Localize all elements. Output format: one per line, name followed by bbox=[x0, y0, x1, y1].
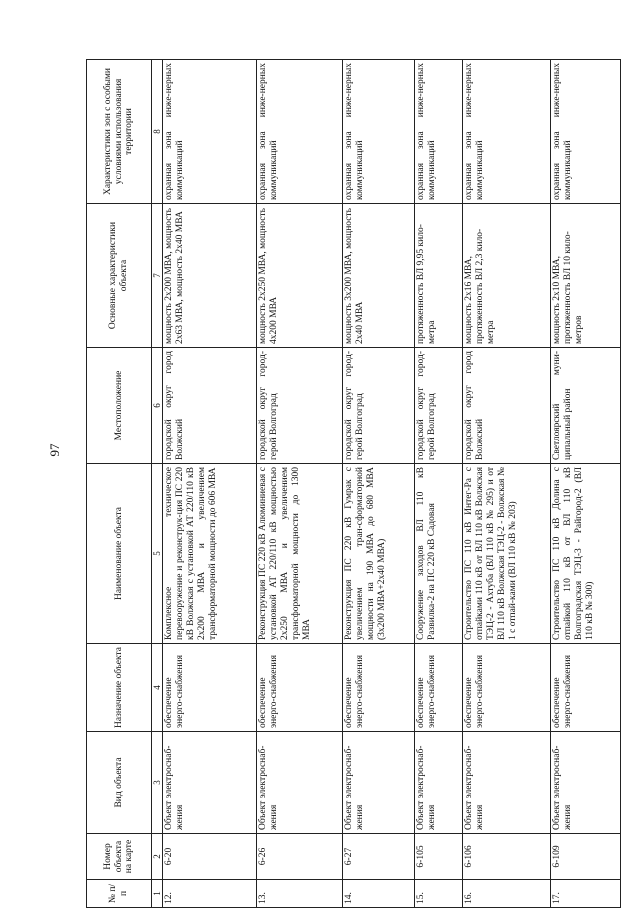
row-number: 13. bbox=[257, 880, 343, 908]
object-characteristics: мощность 3х200 МВА, мощность 2х40 МВА bbox=[343, 204, 415, 348]
object-kind: Объект электроснаб-жения bbox=[257, 732, 343, 834]
objects-table bbox=[86, 59, 621, 908]
header-location: Местоположение bbox=[87, 348, 152, 464]
object-characteristics: мощность 2х16 МВА, протяженность ВЛ 2,3 кило-метра bbox=[463, 204, 551, 348]
object-kind: Объект электроснаб-жения bbox=[415, 732, 463, 834]
table-row bbox=[163, 60, 257, 908]
object-name: Строительство ПС 110 кВ Интег-Ра с отпайками 110 кВ от ВЛ 110 кВ Волжская ТЭЦ-2 - Ахтуба (ВЛ 110 кВ № 295) и от ВЛ 110 кВ Волжская ТЭЦ-2 - Волжская № 1 с отпай-ками (ВЛ 110 кВ № 203) bbox=[463, 464, 551, 644]
object-kind: Объект электроснаб-жения bbox=[463, 732, 551, 834]
row-number: 14. bbox=[343, 880, 415, 908]
object-location: городской округ город-герой Волгоград bbox=[343, 348, 415, 464]
header-num: № п/п bbox=[87, 880, 152, 908]
object-kind: Объект электроснаб-жения bbox=[163, 732, 257, 834]
row-number: 17. bbox=[551, 880, 621, 908]
table-row bbox=[343, 60, 415, 908]
map-number: 6-106 bbox=[463, 834, 551, 880]
table-row bbox=[257, 60, 343, 908]
object-zones: охранная зона инже-нерных коммуникаций bbox=[415, 60, 463, 204]
header-purpose: Назначение объекта bbox=[87, 644, 152, 732]
object-characteristics: протяженность ВЛ 9,95 кило-метра bbox=[415, 204, 463, 348]
table-row bbox=[463, 60, 551, 908]
column-number: 3 bbox=[152, 732, 163, 834]
column-number: 2 bbox=[152, 834, 163, 880]
map-number: 6-105 bbox=[415, 834, 463, 880]
object-characteristics: мощность 2х250 МВА, мощность 4х200 МВА bbox=[257, 204, 343, 348]
object-purpose: обеспечение энерго-снабжения bbox=[343, 644, 415, 732]
object-location: Светлоярский муни-ципальный район bbox=[551, 348, 621, 464]
object-zones: охранная зона инже-нерных коммуникаций bbox=[463, 60, 551, 204]
column-number: 1 bbox=[152, 880, 163, 908]
table-row bbox=[415, 60, 463, 908]
object-zones: охранная зона инже-нерных коммуникаций bbox=[163, 60, 257, 204]
map-number: 6-109 bbox=[551, 834, 621, 880]
column-number: 7 bbox=[152, 204, 163, 348]
header-characteristics: Основные характеристики объекта bbox=[87, 204, 152, 348]
object-purpose: обеспечение энерго-снабжения bbox=[257, 644, 343, 732]
object-zones: охранная зона инже-нерных коммуникаций bbox=[257, 60, 343, 204]
table-header-row bbox=[87, 60, 152, 908]
column-number: 6 bbox=[152, 348, 163, 464]
map-number: 6-20 bbox=[163, 834, 257, 880]
header-name: Наименование объекта bbox=[87, 464, 152, 644]
object-characteristics: мощность 2х10 МВА, протяженность ВЛ 10 кило-метров bbox=[551, 204, 621, 348]
object-purpose: обеспечение энерго-снабжения bbox=[163, 644, 257, 732]
object-name: Комплексное техническое перевооружение и реконструк-ция ПС 220 кВ Волжская с установкой АТ 220/110 кВ 2х200 МВА и увеличением трансформаторной мощности до 606 МВА bbox=[163, 464, 257, 644]
object-purpose: обеспечение энерго-снабжения bbox=[415, 644, 463, 732]
object-location: городской округ город-герой Волгоград bbox=[257, 348, 343, 464]
row-number: 15. bbox=[415, 880, 463, 908]
object-name: Сооружение заходов ВЛ 110 кВ Развилка-2 на ПС 220 кВ Садовая bbox=[415, 464, 463, 644]
object-kind: Объект электроснаб-жения bbox=[551, 732, 621, 834]
row-number: 12. bbox=[163, 880, 257, 908]
object-zones: охранная зона инже-нерных коммуникаций bbox=[343, 60, 415, 204]
object-location: городской округ город Волжский bbox=[163, 348, 257, 464]
page-number: 97 bbox=[47, 443, 62, 457]
object-kind: Объект электроснаб-жения bbox=[343, 732, 415, 834]
map-number: 6-27 bbox=[343, 834, 415, 880]
column-number: 8 bbox=[152, 60, 163, 204]
object-name: Реконструкция ПС 220 кВ Гумрак с увеличением тран-сформаторной мощности на 190 МВА до 680 МВА (3х200 МВА+2х40 МВА) bbox=[343, 464, 415, 644]
header-kind: Вид объекта bbox=[87, 732, 152, 834]
object-zones: охранная зона инже-нерных коммуникаций bbox=[551, 60, 621, 204]
object-location: городской округ город Волжский bbox=[463, 348, 551, 464]
table-row bbox=[551, 60, 621, 908]
column-number: 5 bbox=[152, 464, 163, 644]
column-number: 4 bbox=[152, 644, 163, 732]
object-purpose: обеспечение энерго-снабжения bbox=[551, 644, 621, 732]
row-number: 16. bbox=[463, 880, 551, 908]
object-purpose: обеспечение энерго-снабжения bbox=[463, 644, 551, 732]
object-name: Строительство ПС 110 кВ Долина с отпайкой 110 кВ от ВЛ 110 кВ Волгоградская ТЭЦ-3 - Райгород-2 (ВЛ 110 кВ № 300) bbox=[551, 464, 621, 644]
object-location: городской округ город-герой Волгоград bbox=[415, 348, 463, 464]
header-map-no: Номер объекта на карте bbox=[87, 834, 152, 880]
column-number-row bbox=[152, 60, 163, 908]
header-zones: Характеристики зон с особыми условиями использования территории bbox=[87, 60, 152, 204]
map-number: 6-26 bbox=[257, 834, 343, 880]
object-name: Реконструкция ПС 220 кВ Алюминиевая с установкой АТ 220/110 кВ мощностью 2х250 МВА и увеличением трансформаторной мощности до 1300 МВА bbox=[257, 464, 343, 644]
object-characteristics: мощность 2х200 МВА, мощность 2х63 МВА, мощность 2х40 МВА bbox=[163, 204, 257, 348]
